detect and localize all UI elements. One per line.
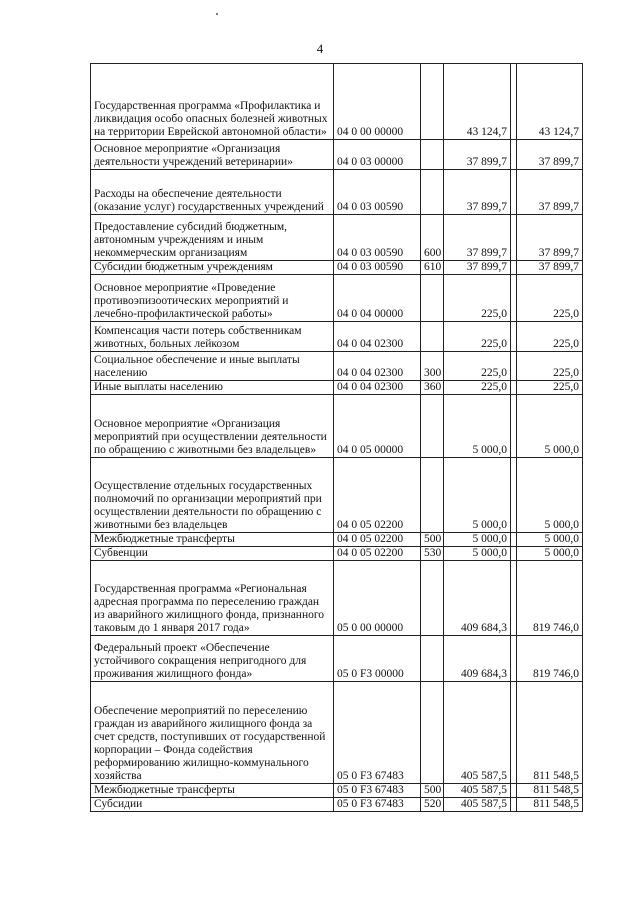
table-row bbox=[91, 682, 583, 784]
table-row bbox=[91, 533, 583, 547]
amount-year2-cell: 5 000,0 bbox=[517, 533, 583, 547]
amount-year2-cell: 37 899,7 bbox=[517, 170, 583, 215]
amount-year1-cell: 225,0 bbox=[444, 381, 511, 395]
expense-type-code-cell: 610 bbox=[421, 261, 444, 275]
row-name-cell: Государственная программа «Региональная адресная программа по переселению граждан из аварийного жилищного фонда, признанного таковым до 1 января 2017 года» bbox=[91, 561, 334, 636]
row-name-cell: Субвенции bbox=[91, 547, 334, 561]
expense-type-code-cell bbox=[421, 64, 444, 140]
amount-year1-cell: 409 684,3 bbox=[444, 561, 511, 636]
expense-type-code-cell: 300 bbox=[421, 352, 444, 381]
budget-table-body bbox=[91, 64, 583, 812]
target-article-code-cell: 05 0 F3 67483 bbox=[334, 784, 421, 798]
amount-year2-cell: 5 000,0 bbox=[517, 458, 583, 533]
target-article-code-cell: 05 0 F3 67483 bbox=[334, 682, 421, 784]
target-article-code-cell: 04 0 04 02300 bbox=[334, 381, 421, 395]
row-name-cell: Федеральный проект «Обеспечение устойчивого сокращения непригодного для проживания жилищного фонда» bbox=[91, 636, 334, 682]
amount-year1-cell: 5 000,0 bbox=[444, 395, 511, 458]
table-row bbox=[91, 140, 583, 170]
row-name-cell: Обеспечение мероприятий по переселению граждан из аварийного жилищного фонда за счет средств, поступивших от государственной корпорации – Фонда содействия реформированию жилищно-коммунального хозяйства bbox=[91, 682, 334, 784]
amount-year2-cell: 811 548,5 bbox=[517, 798, 583, 812]
table-row bbox=[91, 275, 583, 322]
amount-year1-cell: 409 684,3 bbox=[444, 636, 511, 682]
table-row bbox=[91, 798, 583, 812]
target-article-code-cell: 04 0 03 00590 bbox=[334, 261, 421, 275]
row-name-cell: Иные выплаты населению bbox=[91, 381, 334, 395]
row-name-cell: Межбюджетные трансферты bbox=[91, 784, 334, 798]
row-name-cell: Основное мероприятие «Организация мероприятий при осуществлении деятельности по обращению с животными без владельцев» bbox=[91, 395, 334, 458]
expense-type-code-cell: 500 bbox=[421, 533, 444, 547]
amount-year1-cell: 225,0 bbox=[444, 275, 511, 322]
amount-year2-cell: 225,0 bbox=[517, 352, 583, 381]
amount-year1-cell: 5 000,0 bbox=[444, 533, 511, 547]
target-article-code-cell: 04 0 05 02200 bbox=[334, 547, 421, 561]
row-name-cell: Расходы на обеспечение деятельности (оказание услуг) государственных учреждений bbox=[91, 170, 334, 215]
target-article-code-cell: 04 0 03 00590 bbox=[334, 215, 421, 261]
amount-year2-cell: 819 746,0 bbox=[517, 561, 583, 636]
expense-type-code-cell: 530 bbox=[421, 547, 444, 561]
amount-year1-cell: 405 587,5 bbox=[444, 798, 511, 812]
table-row bbox=[91, 64, 583, 140]
target-article-code-cell: 04 0 04 00000 bbox=[334, 275, 421, 322]
row-name-cell: Субсидии бюджетным учреждениям bbox=[91, 261, 334, 275]
amount-year1-cell: 5 000,0 bbox=[444, 458, 511, 533]
expense-type-code-cell bbox=[421, 682, 444, 784]
expense-type-code-cell: 500 bbox=[421, 784, 444, 798]
expense-type-code-cell bbox=[421, 561, 444, 636]
row-name-cell: Предоставление субсидий бюджетным, автономным учреждениям и иным некоммерческим организациям bbox=[91, 215, 334, 261]
expense-type-code-cell bbox=[421, 395, 444, 458]
amount-year2-cell: 225,0 bbox=[517, 322, 583, 352]
table-row bbox=[91, 636, 583, 682]
target-article-code-cell: 04 0 05 02200 bbox=[334, 458, 421, 533]
target-article-code-cell: 04 0 04 02300 bbox=[334, 352, 421, 381]
row-name-cell: Социальное обеспечение и иные выплаты населению bbox=[91, 352, 334, 381]
expense-type-code-cell bbox=[421, 170, 444, 215]
target-article-code-cell: 05 0 F3 67483 bbox=[334, 798, 421, 812]
row-name-cell: Основное мероприятие «Организация деятельности учреждений ветеринарии» bbox=[91, 140, 334, 170]
target-article-code-cell: 04 0 05 00000 bbox=[334, 395, 421, 458]
amount-year2-cell: 37 899,7 bbox=[517, 215, 583, 261]
row-name-cell: Межбюджетные трансферты bbox=[91, 533, 334, 547]
table-row bbox=[91, 170, 583, 215]
target-article-code-cell: 04 0 05 02200 bbox=[334, 533, 421, 547]
target-article-code-cell: 04 0 03 00000 bbox=[334, 140, 421, 170]
expense-type-code-cell bbox=[421, 322, 444, 352]
amount-year1-cell: 405 587,5 bbox=[444, 682, 511, 784]
expense-type-code-cell bbox=[421, 636, 444, 682]
table-row bbox=[91, 322, 583, 352]
target-article-code-cell: 04 0 04 02300 bbox=[334, 322, 421, 352]
expense-type-code-cell bbox=[421, 140, 444, 170]
page-number: 4 bbox=[316, 41, 324, 56]
amount-year2-cell: 37 899,7 bbox=[517, 261, 583, 275]
amount-year1-cell: 43 124,7 bbox=[444, 64, 511, 140]
amount-year1-cell: 405 587,5 bbox=[444, 784, 511, 798]
amount-year1-cell: 5 000,0 bbox=[444, 547, 511, 561]
table-row bbox=[91, 381, 583, 395]
amount-year2-cell: 225,0 bbox=[517, 381, 583, 395]
amount-year2-cell: 37 899,7 bbox=[517, 140, 583, 170]
amount-year2-cell: 5 000,0 bbox=[517, 395, 583, 458]
expense-type-code-cell: 600 bbox=[421, 215, 444, 261]
amount-year1-cell: 37 899,7 bbox=[444, 170, 511, 215]
amount-year2-cell: 43 124,7 bbox=[517, 64, 583, 140]
budget-table bbox=[90, 63, 583, 812]
amount-year2-cell: 819 746,0 bbox=[517, 636, 583, 682]
expense-type-code-cell: 520 bbox=[421, 798, 444, 812]
expense-type-code-cell bbox=[421, 458, 444, 533]
row-name-cell: Государственная программа «Профилактика и ликвидация особо опасных болезней животных на территории Еврейской автономной области» bbox=[91, 64, 334, 140]
target-article-code-cell: 04 0 03 00590 bbox=[334, 170, 421, 215]
table-row bbox=[91, 261, 583, 275]
row-name-cell: Субсидии bbox=[91, 798, 334, 812]
row-name-cell: Основное мероприятие «Проведение противоэпизоотических мероприятий и лечебно-профилактической работы» bbox=[91, 275, 334, 322]
table-row bbox=[91, 352, 583, 381]
amount-year1-cell: 37 899,7 bbox=[444, 140, 511, 170]
amount-year1-cell: 225,0 bbox=[444, 352, 511, 381]
amount-year1-cell: 37 899,7 bbox=[444, 215, 511, 261]
table-row bbox=[91, 547, 583, 561]
table-row bbox=[91, 561, 583, 636]
table-row bbox=[91, 784, 583, 798]
amount-year1-cell: 37 899,7 bbox=[444, 261, 511, 275]
amount-year2-cell: 225,0 bbox=[517, 275, 583, 322]
expense-type-code-cell bbox=[421, 275, 444, 322]
target-article-code-cell: 05 0 00 00000 bbox=[334, 561, 421, 636]
amount-year2-cell: 811 548,5 bbox=[517, 682, 583, 784]
target-article-code-cell: 04 0 00 00000 bbox=[334, 64, 421, 140]
row-name-cell: Осуществление отдельных государственных полномочий по организации мероприятий при осуществлении деятельности по обращению с животными без владельцев bbox=[91, 458, 334, 533]
expense-type-code-cell: 360 bbox=[421, 381, 444, 395]
table-row bbox=[91, 458, 583, 533]
target-article-code-cell: 05 0 F3 00000 bbox=[334, 636, 421, 682]
amount-year1-cell: 225,0 bbox=[444, 322, 511, 352]
table-row bbox=[91, 215, 583, 261]
amount-year2-cell: 5 000,0 bbox=[517, 547, 583, 561]
scan-speck bbox=[216, 13, 218, 15]
amount-year2-cell: 811 548,5 bbox=[517, 784, 583, 798]
table-row bbox=[91, 395, 583, 458]
row-name-cell: Компенсация части потерь собственникам животных, больных лейкозом bbox=[91, 322, 334, 352]
